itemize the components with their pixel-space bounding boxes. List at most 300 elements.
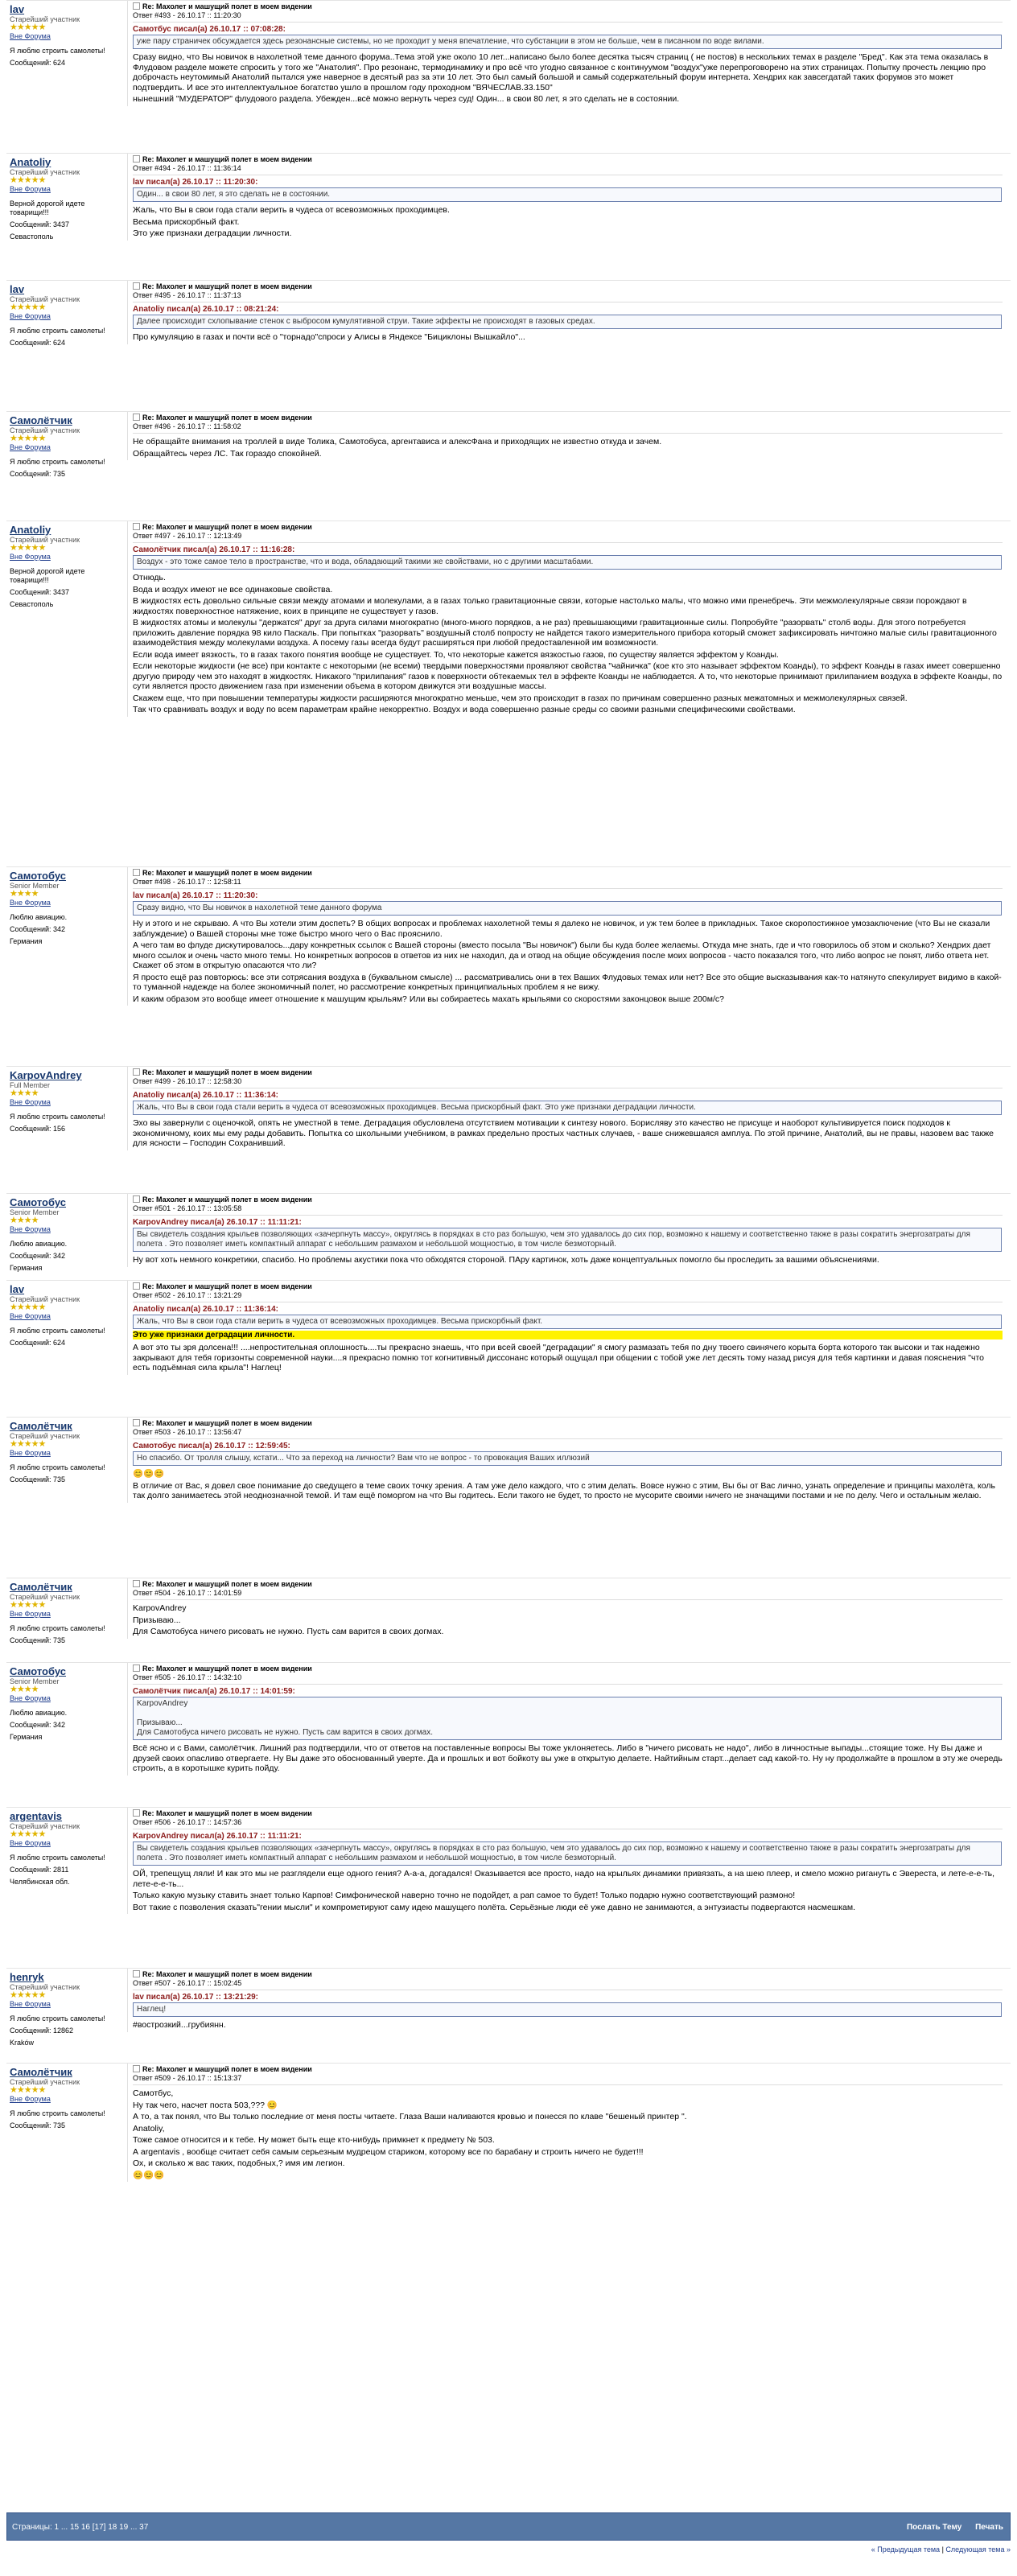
post-author-sidebar [6,412,121,479]
post-text [133,1869,1003,1912]
post-count-value: 3437 [53,220,70,228]
post-title [133,2065,1003,2074]
post-count-value: 342 [53,925,66,933]
post-author-sidebar [6,2064,121,2130]
post-title-text[interactable]: Re: Махолет и машущий полет в моем видении [142,1580,312,1588]
post-author-sidebar [6,1969,121,2047]
post-paragraph: А то, а так понял, что Вы только последние от меня посты читаете. Глаза Ваши наливаются кровью и понесся по клаве "бешеный принтер ". [133,2112,687,2121]
post-text [133,2088,1003,2180]
forum-post [6,1968,1011,2063]
post-icon [133,155,140,163]
author-name[interactable]: Самотобус [10,1196,66,1208]
post-meta: Ответ #497 - 26.10.17 :: 12:13:49 [133,532,242,540]
post-date: 26.10.17 :: 11:37:13 [177,291,241,299]
author-rank: Старейший участник [10,295,80,303]
reply-prefix: Ответ [133,1818,153,1826]
post-title-text[interactable]: Re: Махолет и машущий полет в моем видении [142,1809,312,1817]
post-author-sidebar [6,281,121,348]
post-paragraph: 😊😊😊 [133,2170,165,2180]
reply-number: #504 [154,1589,171,1597]
post-date: 26.10.17 :: 13:05:58 [177,1204,242,1212]
post-paragraph: Вот такие с позволения сказать"гении мысли" и компрометируют саму идею машущего полёта. Серьёзные люди её уже давно не занимаются, а энтузиасты подвергаются насмешкам. [133,1902,856,1912]
rank-stars: ★★★★★ [10,1302,46,1312]
post-paragraph: Сразу видно, что Вы новичок в нахолетной теме данного форума..Тема этой уже около 10 лет...написано было более десятка тысяч страниц ( не постов) в нескольких темах в разделе "Бред". Как эта тема оказалась в Флудовом разделе можете спросить у того же "Анатолия". Про резонанс, термодинамику и про всё что угодно связанное с континуумом "воздух"уже перепроговорено на этих страницах. Попытку прочесть лекцию про доброчасть неутомимый Анатолий пытался уже наверное в десятый раз за эти 10 лет. Это был самый большой и самый содержательный форум интернета. Хендрих как завсегдатай таких форумов это может подтвердить. И все это интеллектуальное богатство ушло в прошлом году проходном "ВЯЧЕСЛАВ.33.150" [133,52,989,93]
post-title-text[interactable]: Re: Махолет и машущий полет в моем видении [142,1419,312,1427]
post-body [127,412,1003,460]
rank-stars: ★★★★★ [10,23,46,32]
forum-post [6,280,1011,411]
reply-prefix: Ответ [133,164,153,172]
post-author-sidebar [6,1808,121,1887]
post-text [133,1118,1003,1149]
forum-post [6,411,1011,521]
online-status[interactable]: Вне Форума [10,312,51,320]
author-rank: Старейший участник [10,168,80,176]
author-signature: Я люблю строить самолеты! [10,1327,105,1335]
post-title-text[interactable]: Re: Махолет и машущий полет в моем видении [142,1970,312,1978]
bottom-bar [6,2512,1011,2541]
post-divider [133,1684,1003,1685]
post-author-sidebar [6,154,121,241]
post-title-text[interactable]: Re: Махолет и машущий полет в моем видении [142,523,312,531]
post-paragraph: #вострозкий...грубиянн. [133,2020,226,2030]
author-name[interactable]: Самотобус [10,1665,66,1677]
online-status[interactable]: Вне Форума [10,553,51,561]
forum-post [6,1578,1011,1662]
reply-prefix: Ответ [133,11,153,19]
post-title [133,523,1003,532]
quote-block: Один... в свои 80 лет, я это сделать не в состоянии. [133,187,1002,202]
rank-stars: ★★★★★ [10,1829,46,1839]
post-body [127,154,1003,241]
post-count-label: Сообщений: [10,1636,51,1644]
post-count-value: 735 [53,1475,66,1483]
author-signature: Люблю авиацию. [10,1240,68,1248]
post-title-text[interactable]: Re: Махолет и машущий полет в моем видении [142,1068,312,1076]
post-meta: Ответ #501 - 26.10.17 :: 13:05:58 [133,1204,242,1212]
post-author-sidebar [6,1281,121,1348]
post-count-label: Сообщений: [10,1125,51,1133]
post-paragraph: В отличие от Вас, я довел свое понимание до сведущего в теме своих точку зрения. А там уже дело каждого, что с этим делать. Вовсе нужно с этим, Вы бы от Вас лично, узнать определение и принципы махолёта, коль так долго занимаетесь этой неоднозначной темой. И там ещё поморгом на что Вы годитесь. Если такого не будет, то просто не мусорите своими ничего не значащими постами и не по делу. Чего и остальным желаю. [133,1480,995,1500]
forum-post [6,866,1011,1066]
post-divider [133,433,1003,434]
author-name[interactable]: lav [10,1283,25,1295]
post-icon [133,1809,140,1817]
author-signature: Я люблю строить самолеты! [10,2014,105,2023]
rank-stars: ★★★★ [10,1216,39,1225]
rank-stars: ★★★★★ [10,1990,46,2000]
post-meta: Ответ #493 - 26.10.17 :: 11:20:30 [133,11,241,19]
post-paragraph: Тоже самое относится и к тебе. Ну может быть еще кто-нибудь примкнет к предмету № 503. [133,2135,495,2145]
author-rank: Старейший участник [10,1295,80,1303]
post-count-label: Сообщений: [10,1252,51,1260]
post-paragraph: Всё ясно и с Вами, самолётчик. Лишний раз подтвердили, что от ответов на поставленные вопросы Вы тоже уклоняетесь. Либо в "ничего рисовать не надо", либо в личностные выпады...стоящие тоже. Ну Вы даже и друзей своих опасливо отвергаете. Ну Вы даже это обоснованный уверте. Да и прошлых и вот бойкоту вы уже в открытую делаете. Найтийным старт...делает сад какой-то. Ну ну продолжайте в прошлом в эту же очередь строить, а в коротышке курить пойду. [133,1743,1003,1773]
post-date: 26.10.17 :: 15:02:45 [177,1979,242,1987]
online-status[interactable]: Вне Форума [10,1839,51,1847]
post-paragraph: Если некоторые жидкости (не все) при контакте с некоторыми (не всеми) твердыми поверхностями проявляют свойства "чайничка" (кое кто это называет эффектом Коанды), то эффект Коанды в газах имеет совершенно другую природу чем это находят в жидкостях. Никакого "прилипания" газов к поверхности обтекаемых тел в эффекте Коанды не наблюдается. А то, что некоторые принимают прилипанием воздуха в эффекте Коанды, по сути является просто движением газа при изменении объема в котором движутся эти воздушные массы. [133,661,1003,691]
post-author-sidebar [6,867,121,946]
author-name[interactable]: Самолётчик [10,1581,72,1593]
post-count [10,1125,121,1134]
post-title-text[interactable]: Re: Махолет и машущий полет в моем видении [142,1282,312,1290]
reply-prefix: Ответ [133,878,153,886]
online-status[interactable]: Вне Форума [10,1225,51,1233]
post-count [10,2027,121,2035]
post-body [127,1194,1003,1267]
post-paragraph: Самотбус, [133,2088,174,2098]
post-paragraph: KarpovAndrey [133,1603,187,1613]
author-name[interactable]: argentavis [10,1810,63,1822]
author-name[interactable]: Самолётчик [10,414,72,426]
post-meta: Ответ #496 - 26.10.17 :: 11:58:02 [133,422,241,430]
author-rank: Старейший участник [10,15,80,23]
forum-post [6,1280,1011,1417]
post-count-label: Сообщений: [10,588,51,596]
post-title [133,1809,1003,1818]
quote-block: Вы свидетель создания крыльев позволяющих «зачерпнуть массу», округлясь в порядках в сто раз большую, чем это удавалось до сих пор, возможно к нашему и соответственно также в разы сократить энергозатраты для полета . Это позволяет иметь компактный аппарат с небольшим размахом и небольшой мощностью, в том числе безмоторный. [133,1841,1002,1866]
reply-prefix: Ответ [133,291,153,299]
forum-post [6,1417,1011,1578]
forum-post [6,1193,1011,1280]
reply-prefix: Ответ [133,1589,153,1597]
online-status[interactable]: Вне Форума [10,1449,51,1457]
author-name[interactable]: Самотобус [10,870,66,882]
author-signature: Я люблю строить самолеты! [10,1854,105,1862]
post-meta: Ответ #495 - 26.10.17 :: 11:37:13 [133,291,241,299]
online-status[interactable]: Вне Форума [10,1694,51,1702]
reply-number: #497 [154,532,171,540]
post-body [127,1578,1003,1639]
author-rank: Senior Member [10,1677,60,1685]
quote-block: Далее происходит схлопывание стенок с выбросом кумулятивной струи. Такие эффекты не происходят в газовых средах. [133,315,1002,329]
forum-post [6,153,1011,280]
post-text [133,2020,1003,2031]
post-count-label: Сообщений: [10,925,51,933]
quote-header[interactable]: lav писал(а) 26.10.17 :: 11:20:30: [133,891,258,900]
post-paragraph: Так что сравнивать воздух и воду по всем параметрам крайне некорректно. Воздух и вода совершенно разные среды со своими разными специфическими свойствами. [133,705,796,714]
rank-stars: ★★★★★ [10,543,46,553]
rank-stars: ★★★★★ [10,2085,46,2095]
post-count-value: 735 [53,470,66,478]
post-title-text[interactable]: Re: Махолет и машущий полет в моем видении [142,2,312,10]
quote-header[interactable]: KarpovAndrey писал(а) 26.10.17 :: 11:11:21: [133,1218,302,1227]
author-name[interactable]: Anatoliy [10,524,51,536]
reply-prefix: Ответ [133,1291,153,1299]
author-signature: Я люблю строить самолеты! [10,1624,105,1632]
post-count [10,1252,121,1261]
post-count-value: 624 [53,59,66,67]
pagination[interactable]: Страницы: 1 ... 15 16 [17] 18 19 ... 37 [12,2523,149,2532]
post-body [127,281,1003,344]
author-signature: Я люблю строить самолеты! [10,458,105,466]
author-rank: Старейший участник [10,536,80,544]
forum-post [6,2063,1011,2276]
reply-number: #505 [154,1673,171,1681]
post-date: 26.10.17 :: 12:58:30 [177,1077,242,1085]
author-location: Севастополь [10,232,54,241]
post-title [133,869,1003,878]
post-paragraph: В жидкостях есть довольно сильные связи между атомами и молекулами, а в газах только гравитационные связи, которые настолько малы, что можно ими пренебречь. Эти межмолекулярные связи порождают в жидкостях поверхностное натяжение, коих в принципе не существует у газов. [133,596,967,616]
post-icon [133,1419,140,1426]
online-status[interactable]: Вне Форума [10,1312,51,1320]
post-text [133,919,1003,1004]
quote-header[interactable]: KarpovAndrey писал(а) 26.10.17 :: 11:11:21: [133,1832,302,1841]
online-status[interactable]: Вне Форума [10,899,51,907]
post-text [133,437,1003,459]
post-paragraph: Я просто ещё раз повторюсь: все эти сотрясания воздуха в (буквальном смысле) ... рассматривались они в тех Ваших Флудовых темах или нет? Все это общие высказывания как-то натянуто спекулирует видимо в какой-то туманной надежде на более экономичный полет, но рассмотрение конкретных принципиальных проблем я не вижу. [133,972,1002,992]
rank-stars: ★★★★★ [10,302,46,312]
post-icon [133,1068,140,1076]
post-paragraph: А чего там во флуде дискутировалось...дару конкретных ссылок с Вашей стороны (вместо посыла "Вы новичок") были бы куда более желаемы. Откуда мне знать, где и что говорилось об этом и сколько? Хендрих дает много ссылок и очень часто много темы. Но конкретных вопросов в ответов из них не находил, да и отвод на общие обсуждения после моих вопросов - часто показался того, что либо вопрос не понят, либо ответа нет. Скажет об этом в открытую опасаются что ли? [133,940,991,970]
post-title-text[interactable]: Re: Махолет и машущий полет в моем видении [142,155,312,163]
quote-header[interactable]: lav писал(а) 26.10.17 :: 11:20:30: [133,178,258,187]
post-title [133,1665,1003,1673]
post-paragraph: Ну вот хоть немного конкретики, спасибо. Но проблемы акустики пока что обходятся стороной. ПАру картинок, хоть даже концептуальных помогло бы проследить за вашими объяснениями. [133,1255,879,1265]
post-author-sidebar [6,1418,121,1484]
post-paragraph: Обращайтесь через ЛС. Так гораздо спокойней. [133,448,322,459]
post-count-label: Сообщений: [10,1721,51,1729]
reply-prefix: Ответ [133,2074,153,2082]
post-icon [133,414,140,421]
post-count-value: 624 [53,339,66,347]
post-divider [133,1215,1003,1216]
author-signature: Я люблю строить самолеты! [10,327,105,335]
post-author-sidebar [6,1194,121,1273]
post-count [10,59,121,68]
rank-stars: ★★★★★ [10,1600,46,1610]
quote-header[interactable]: lav писал(а) 26.10.17 :: 13:21:29: [133,1993,258,2002]
post-paragraph: Только какую музыку ставить знает только Карпов! Симфонической наверно точно не подойдет, а рап самое то будет! Только подарю нужно соответствующий размоно! [133,1891,796,1900]
author-location: Германия [10,1733,43,1741]
forum-post [6,521,1011,866]
post-title [133,1419,1003,1428]
post-count-value: 735 [53,2121,66,2130]
post-date: 26.10.17 :: 12:58:11 [177,878,241,886]
reply-number: #502 [154,1291,171,1299]
send-topic-button[interactable]: Послать Тему [906,2523,962,2532]
post-icon [133,869,140,876]
author-location: Германия [10,937,43,945]
post-date: 26.10.17 :: 14:57:36 [177,1818,242,1826]
post-meta: Ответ #504 - 26.10.17 :: 14:01:59 [133,1589,242,1597]
post-count-label: Сообщений: [10,59,51,67]
post-paragraph: Весьма прискорбный факт. [133,216,240,227]
post-title-text[interactable]: Re: Махолет и машущий полет в моем видении [142,1195,312,1204]
post-paragraph: Ну и этого и не скрываю. А что Вы хотели этим доспеть? В общих вопросах и проблемах нахолетной темы я далеко не новичок, и уж тем более в прикладных. Такое скоропостижное умозаключение (что Вы не сказали заблуждение) о Вашей стороны мне тоже быстро много чего о Вас прояснило. [133,919,990,939]
quote-header[interactable]: Самолётчик писал(а) 26.10.17 :: 14:01:59: [133,1687,295,1696]
rank-stars: ★★★★ [10,1685,39,1694]
post-paragraph: Призываю... [133,1615,181,1625]
rank-stars: ★★★★ [10,1088,39,1098]
thread-actions [896,2523,1003,2532]
reply-number: #498 [154,878,171,886]
quote-header[interactable]: Самотобус писал(а) 26.10.17 :: 12:59:45: [133,1442,290,1451]
post-body [127,1663,1003,1776]
post-title [133,1970,1003,1979]
author-name[interactable]: lav [10,283,25,295]
post-date: 26.10.17 :: 13:21:29 [177,1291,242,1299]
quote-block: KarpovAndrey Призываю... Для Самотобуса ничего рисовать не нужно. Пусть сам варится в своих догмах. [133,1697,1002,1740]
post-count [10,588,121,597]
quote-header[interactable]: Anatoliy писал(а) 26.10.17 :: 11:36:14: [133,1091,278,1100]
post-count-label: Сообщений: [10,470,51,478]
post-date: 26.10.17 :: 12:13:49 [177,532,242,540]
post-meta: Ответ #498 - 26.10.17 :: 12:58:11 [133,878,241,886]
post-divider [133,542,1003,543]
post-body [127,1067,1003,1150]
reply-number: #496 [154,422,171,430]
post-count [10,1339,121,1348]
post-icon [133,1970,140,1977]
post-icon [133,1282,140,1290]
post-paragraph: В жидкостях атомы и молекулы "держатся" друг за друга силами многократно (много-много порядков, а не раз) превышающими гравитационные силы. Попробуйте "разорвать" столб воды. Для этого потребуется приложить давление порядка 98 кило Паскаль. При попытках "разорвать" воздушный столб попросту не найдется такого измерительного прибора который сможет зафиксировать ничтожно малые силы гравитационного взаимодействия между молекулами воздуха. А посему газы всегда будут расширяться при любой предоставленной им возможности. [133,618,997,648]
post-title-text[interactable]: Re: Махолет и машущий полет в моем видении [142,869,312,877]
quote-block: Сразу видно, что Вы новичок в нахолетной теме данного форума [133,901,1002,916]
author-signature: Верной дорогой идете товарищи!!! [10,567,85,584]
quote-header[interactable]: Самолётчик писал(а) 26.10.17 :: 11:16:28: [133,545,295,554]
highlighted-quote: Это уже признаки деградации личности. [133,1331,1003,1339]
author-rank: Старейший участник [10,2078,80,2086]
post-paragraph: А вот это ты зря долсена!!! ....непростительная оплошность....ты прекрасно знаешь, что при всей своей "деградации" я смогу размазать тебя по дну твоего свинячего корыта борта которого так высоки и так надежно закрывают для тебя горизонты современной науки....я прекрасно помню тот когнитивный диссонанс который ощущал при общении с тобой уже лет десять тому назад риcуя для тебя картинки и давая пояснения "что есть подъёмная сила крыла"! Наглец! [133,1343,984,1372]
post-title-text[interactable]: Re: Махолет и машущий полет в моем видении [142,2065,312,2073]
online-status[interactable]: Вне Форума [10,443,51,451]
post-paragraph: Для Самотобуса ничего рисовать не нужно. Пусть сам варится в своих догмах. [133,1627,444,1636]
post-paragraph: И каким образом это вообще имеет отношение к машущим крыльям? Или вы собираетесь махать крыльями со скоростями законцовок выше 200м/с? [133,994,724,1004]
post-paragraph: Если вода имеет вязкость, то в газах такого понятия вообще не существует. То, что некоторые кажется вязкостью газов, по существу является эффектом у Коанды. [133,649,779,660]
post-title-text[interactable]: Re: Махолет и машущий полет в моем видении [142,1665,312,1673]
online-status[interactable]: Вне Форума [10,185,51,193]
reply-number: #506 [154,1818,171,1826]
author-name[interactable]: lav [10,3,25,15]
quote-block: Наглец! [133,2002,1002,2017]
reply-prefix: Ответ [133,532,153,540]
quote-block: Вы свидетель создания крыльев позволяющих «зачерпнуть массу», округлясь в порядках в сто раз большую, чем это удавалось до сих пор, возможно к нашему и соответственно также в разы сократить энергозатраты для полета . Это позволяет иметь компактный аппарат с небольшим размахом и небольшой мощностью, в том числе безмоторный. [133,1228,1002,1252]
post-title [133,2,1003,11]
post-paragraph: Про кумуляцию в газах и почти всё о "торнадо"спроси у Алисы в Яндексе "Бициклоны Вышкайло"... [133,332,525,342]
post-count [10,220,121,229]
post-body [127,2064,1003,2182]
post-icon [133,1195,140,1203]
author-rank: Старейший участник [10,1432,80,1440]
print-button[interactable]: Печать [975,2523,1003,2532]
post-text [133,205,1003,239]
post-icon [133,1580,140,1587]
author-signature: Люблю авиацию. [10,1709,68,1717]
online-status[interactable]: Вне Форума [10,1098,51,1106]
post-paragraph: Ну так чего, насчет поста 503,??? 😊 [133,2100,278,2110]
post-count-label: Сообщений: [10,1339,51,1347]
post-count-value: 735 [53,1636,66,1644]
post-author-sidebar [6,1,121,68]
author-name[interactable]: KarpovAndrey [10,1069,82,1081]
author-name[interactable]: Anatoliy [10,156,51,168]
post-text [133,573,1003,715]
post-author-sidebar [6,1663,121,1742]
post-count [10,925,121,934]
post-paragraph: Эхо вы завернули с оценочкой, опять не уместной в теме. Деградация обусловлена отсутствием мотивации к синтезу нового. Борисляву это качество не присуще и наоборот культивируется поиск подходов к экономичному, коих мы ему рады добавить. Попытка со школьными учебником, в рамках предельно простых частных случаев, - ваше снижевшаяся амплуа. По этой причине, Анатолий, вы не правы, назовем вас также для ясности – Господин Сохранивший. [133,1118,994,1148]
post-body [127,1969,1003,2032]
post-date: 26.10.17 :: 14:01:59 [177,1589,242,1597]
post-count-value: 3437 [53,588,70,596]
post-meta: Ответ #505 - 26.10.17 :: 14:32:10 [133,1673,242,1681]
author-signature: Я люблю строить самолеты! [10,1463,105,1471]
post-paragraph: нынешний "МУДЕРАТОР" флудового раздела. Убежден...всё можно вернуть через суд! Один... в свои 80 лет, я это сделать не в состоянии. [133,94,680,104]
author-rank: Full Member [10,1081,51,1089]
next-topic-link[interactable]: Следующая тема » [945,2545,1011,2553]
post-text [133,52,1003,105]
post-author-sidebar [6,1578,121,1645]
author-location: Kraków [10,2039,35,2047]
quote-header[interactable]: Самотбус писал(а) 26.10.17 :: 07:08:28: [133,25,286,34]
online-status[interactable]: Вне Форума [10,1610,51,1618]
author-name[interactable]: Самолётчик [10,1420,72,1432]
reply-prefix: Ответ [133,1204,153,1212]
quote-block: уже пару страничек обсуждается здесь резонансные системы, но не проходит у меня впечатление, что субстанции в этом не больше, чем в писанном по воде вилами. [133,35,1002,49]
author-name[interactable]: Самолётчик [10,2066,72,2078]
forum-post [6,1662,1011,1807]
post-count [10,1866,121,1874]
author-signature: Верной дорогой идете товарищи!!! [10,200,85,216]
post-text [133,332,1003,343]
post-count-value: 2811 [53,1866,69,1874]
prev-next-nav [871,2545,1011,2553]
author-rank: Senior Member [10,1208,60,1216]
post-title [133,1282,1003,1291]
quote-header[interactable]: Anatoliy писал(а) 26.10.17 :: 08:21:24: [133,305,279,314]
reply-number: #507 [154,1979,171,1987]
post-paragraph: Это уже признаки деградации личности. [133,228,292,238]
reply-number: #503 [154,1428,171,1436]
post-date: 26.10.17 :: 11:36:14 [177,164,241,172]
author-location: Германия [10,1264,43,1272]
post-date: 26.10.17 :: 13:56:47 [177,1428,242,1436]
post-title-text[interactable]: Re: Махолет и машущий полет в моем видении [142,282,312,290]
online-status[interactable]: Вне Форума [10,32,51,40]
post-count [10,470,121,479]
post-divider [133,1599,1003,1600]
post-paragraph: Не обращайте внимания на троллей в виде Толика, Самотобуса, аргентависа и алексФана и приходящих не известно откуда и зачем. [133,437,662,446]
post-icon [133,1665,140,1672]
post-meta: Ответ #503 - 26.10.17 :: 13:56:47 [133,1428,242,1436]
post-meta: Ответ #494 - 26.10.17 :: 11:36:14 [133,164,241,172]
post-text [133,1343,1003,1373]
post-meta: Ответ #507 - 26.10.17 :: 15:02:45 [133,1979,242,1987]
post-paragraph: Скажем еще, что при повышении температуры жидкости расширяются многократно меньше, чем это происходит в газах по причинам совершенно разных межатомных и межмолекулярных связей. [133,693,908,703]
quote-header[interactable]: Anatoliy писал(а) 26.10.17 :: 11:36:14: [133,1305,278,1314]
post-count-label: Сообщений: [10,2027,51,2035]
post-divider [133,22,1003,23]
post-count [10,2121,121,2130]
post-paragraph: Отнюдь. [133,573,166,582]
online-status[interactable]: Вне Форума [10,2095,51,2103]
author-rank: Старейший участник [10,426,80,434]
post-count [10,1475,121,1484]
post-count-label: Сообщений: [10,220,51,228]
author-name[interactable]: henryk [10,1971,44,1983]
post-date: 26.10.17 :: 15:13:37 [177,2074,242,2082]
post-count-label: Сообщений: [10,1475,51,1483]
reply-number: #499 [154,1077,171,1085]
online-status[interactable]: Вне Форума [10,2000,51,2008]
author-rank: Старейший участник [10,1983,80,1991]
post-text [133,1603,1003,1637]
post-title-text[interactable]: Re: Махолет и машущий полет в моем видении [142,414,312,422]
rank-stars: ★★★★★ [10,434,46,443]
author-signature: Я люблю строить самолеты! [10,47,105,55]
prev-topic-link[interactable]: « Предыдущая тема [871,2545,941,2553]
reply-prefix: Ответ [133,1077,153,1085]
post-icon [133,523,140,530]
